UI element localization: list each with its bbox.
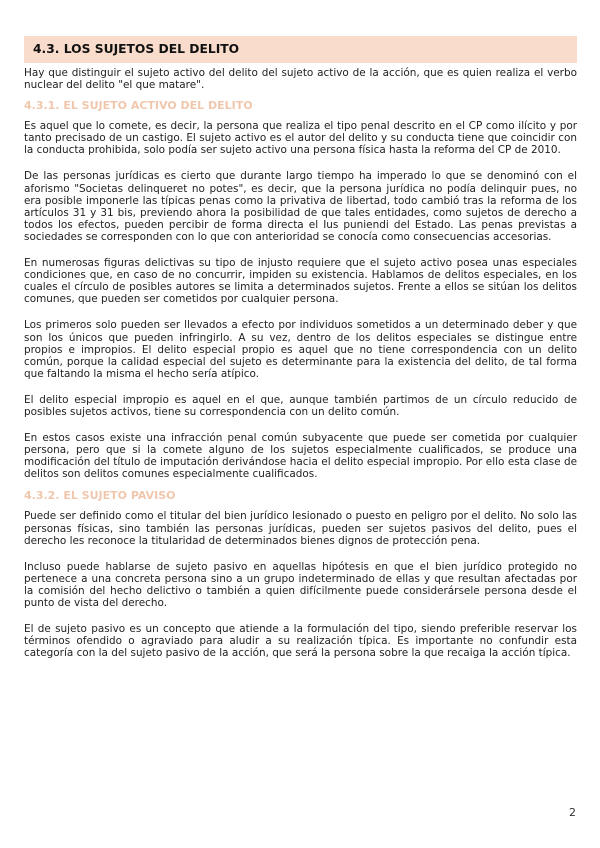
paragraph: Puede ser definido como el titular del bien jurídico lesionado o puesto en peligro por el delito. No solo las personas físicas, sino también las personas jurídicas, pueden ser sujetos pasivos del delito, pues el derecho les reconoce la titularidad de determinados bienes dignos de protección pena. — [24, 510, 577, 547]
document-body — [24, 67, 577, 673]
paragraph: Es aquel que lo comete, es decir, la persona que realiza el tipo penal descrito en el CP como ilícito y por tanto precisado de un castigo. El sujeto activo es el autor del delito y su conducta tiene que coincidir con la conducta prohibida, solo podía ser sujeto activo una persona física hasta la reforma del CP de 2010. — [24, 120, 577, 157]
paragraph: En numerosas figuras delictivas su tipo de injusto requiere que el sujeto activo posea unas especiales condiciones que, en caso de no concurrir, impiden su existencia. Hablamos de delitos especiales, en los cuales el círculo de posibles autores se limita a determinados sujetos. Frente a ellos se sitúan los delitos comunes, que pueden ser cometidos por cualquier persona. — [24, 257, 577, 306]
paragraph: El delito especial impropio es aquel en el que, aunque también partimos de un círculo reducido de posibles sujetos activos, tiene su correspondencia con un delito común. — [24, 393, 577, 418]
subsection-1-heading: 4.3.1. EL SUJETO ACTIVO DEL DELITO — [24, 99, 253, 113]
paragraph: De las personas jurídicas es cierto que durante largo tiempo ha imperado lo que se denominó con el aforismo "Societas delinqueret no potes", es decir, que la persona jurídica no podía delinquir pues, no era posible imponerle las típicas penas como la privativa de libertad, todo cambió tras la reforma de los artículos 31 y 31 bis, previendo ahora la posibilidad de que tales entidades, como sujetos de derecho a todos los efectos, pueden percibir de forma directa el Ius puniendi del Estado. Las penas previstas a sociedades se corresponden con lo que con anterioridad se conocía como consecuencias accesorias. — [24, 170, 577, 243]
paragraph: En estos casos existe una infracción penal común subyacente que puede ser cometida por cualquier persona, pero que si la comete alguno de los sujetos especialmente cualificados, se produce una modificación del título de imputación derivándose hacia el delito especial impropio. Por ello esta clase de delitos son delitos comunes especialmente cualificados. — [24, 432, 577, 481]
paragraph: El de sujeto pasivo es un concepto que atiende a la formulación del tipo, siendo preferible reservar los términos ofendido o agraviado para aludir a su realización típica. Es importante no confundir esta categoría con la del sujeto pasivo de la acción, que será la persona sobre la que recaiga la acción típica. — [24, 623, 577, 660]
paragraph: Los primeros solo pueden ser llevados a efecto por individuos sometidos a un determinado deber y que son los únicos que pueden infringirlo. A su vez, dentro de los delitos especiales se distingue entre propios e impropios. El delito especial propio es aquel que no tiene correspondencia con un delito común, porque la calidad especial del sujeto es determinante para la existencia del delito, de tal forma que faltando la misma el hecho sería atípico. — [24, 319, 577, 380]
intro-paragraph: Hay que distinguir el sujeto activo del delito del sujeto activo de la acción, que es quien realiza el verbo nuclear del delito "el que matare". — [24, 67, 577, 92]
section-banner — [24, 36, 577, 63]
section-heading: 4.3. LOS SUJETOS DEL DELITO — [33, 42, 240, 56]
paragraph: Incluso puede hablarse de sujeto pasivo en aquellas hipótesis en que el bien jurídico protegido no pertenece a una concreta persona sino a un grupo indeterminado de ellas y que resultan afectadas por la comisión del hecho delictivo o también a quien difícilmente puede considerársele persona desde el punto de vista del derecho. — [24, 560, 577, 609]
subsection-2-heading: 4.3.2. EL SUJETO PAVISO — [24, 489, 176, 503]
page-number: 2 — [569, 806, 576, 819]
